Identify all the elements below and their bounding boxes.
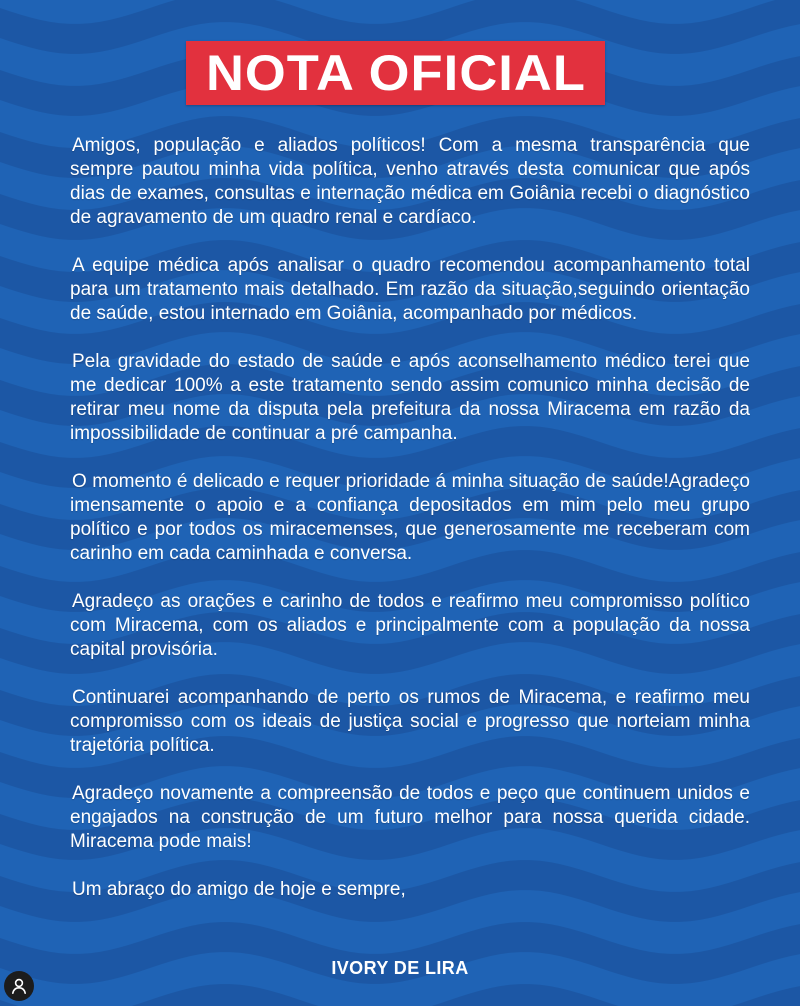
user-avatar-icon[interactable]	[4, 971, 34, 1001]
paragraph-6: Continuarei acompanhando de perto os rumos de Miracema, e reafirmo meu compromisso com os ideais de justiça social e progresso que norteiam minha trajetória política.	[70, 687, 750, 756]
paragraph-2: A equipe médica após analisar o quadro recomendou acompanhamento total para um tratamento mais detalhado. Em razão da situação,seguindo orientação de saúde, estou internado em Goiânia, acompanhado por médicos.	[70, 255, 750, 324]
page-title: NOTA OFICIAL	[205, 45, 586, 101]
closing-line: Um abraço do amigo de hoje e sempre,	[72, 879, 406, 900]
paragraph-1: Amigos, população e aliados políticos! Com a mesma transparência que sempre pautou minha vida política, venho através desta comunicar que após dias de exames, consultas e internação médica em Goiânia recebi o diagnóstico de agravamento de um quadro renal e cardíaco.	[70, 135, 750, 228]
paragraph-3: Pela gravidade do estado de saúde e após aconselhamento médico terei que me dedicar 100% a este tratamento sendo assim comunico minha decisão de retirar meu nome da disputa pela prefeitura da nossa Miracema em razão da impossibilidade de continuar a pré campanha.	[70, 351, 750, 444]
person-icon	[10, 977, 28, 995]
paragraph-7: Agradeço novamente a compreensão de todos e peço que continuem unidos e engajados na construção de um futuro melhor para nossa querida cidade. Miracema pode mais!	[70, 783, 750, 852]
paragraph-5: Agradeço as orações e carinho de todos e reafirmo meu compromisso político com Miracema, com os aliados e principalmente com a população da nossa capital provisória.	[70, 591, 750, 660]
signature: IVORY DE LIRA	[331, 958, 469, 978]
note-body	[70, 134, 750, 926]
paragraph-4: O momento é delicado e requer prioridade á minha situação de saúde!Agradeço imensamente o apoio e a confiança depositados em mim pelo meu grupo político e por todos os miracemenses, que generosamente me receberam com carinho em cada caminhada e conversa.	[70, 471, 750, 564]
title-banner	[186, 41, 605, 105]
